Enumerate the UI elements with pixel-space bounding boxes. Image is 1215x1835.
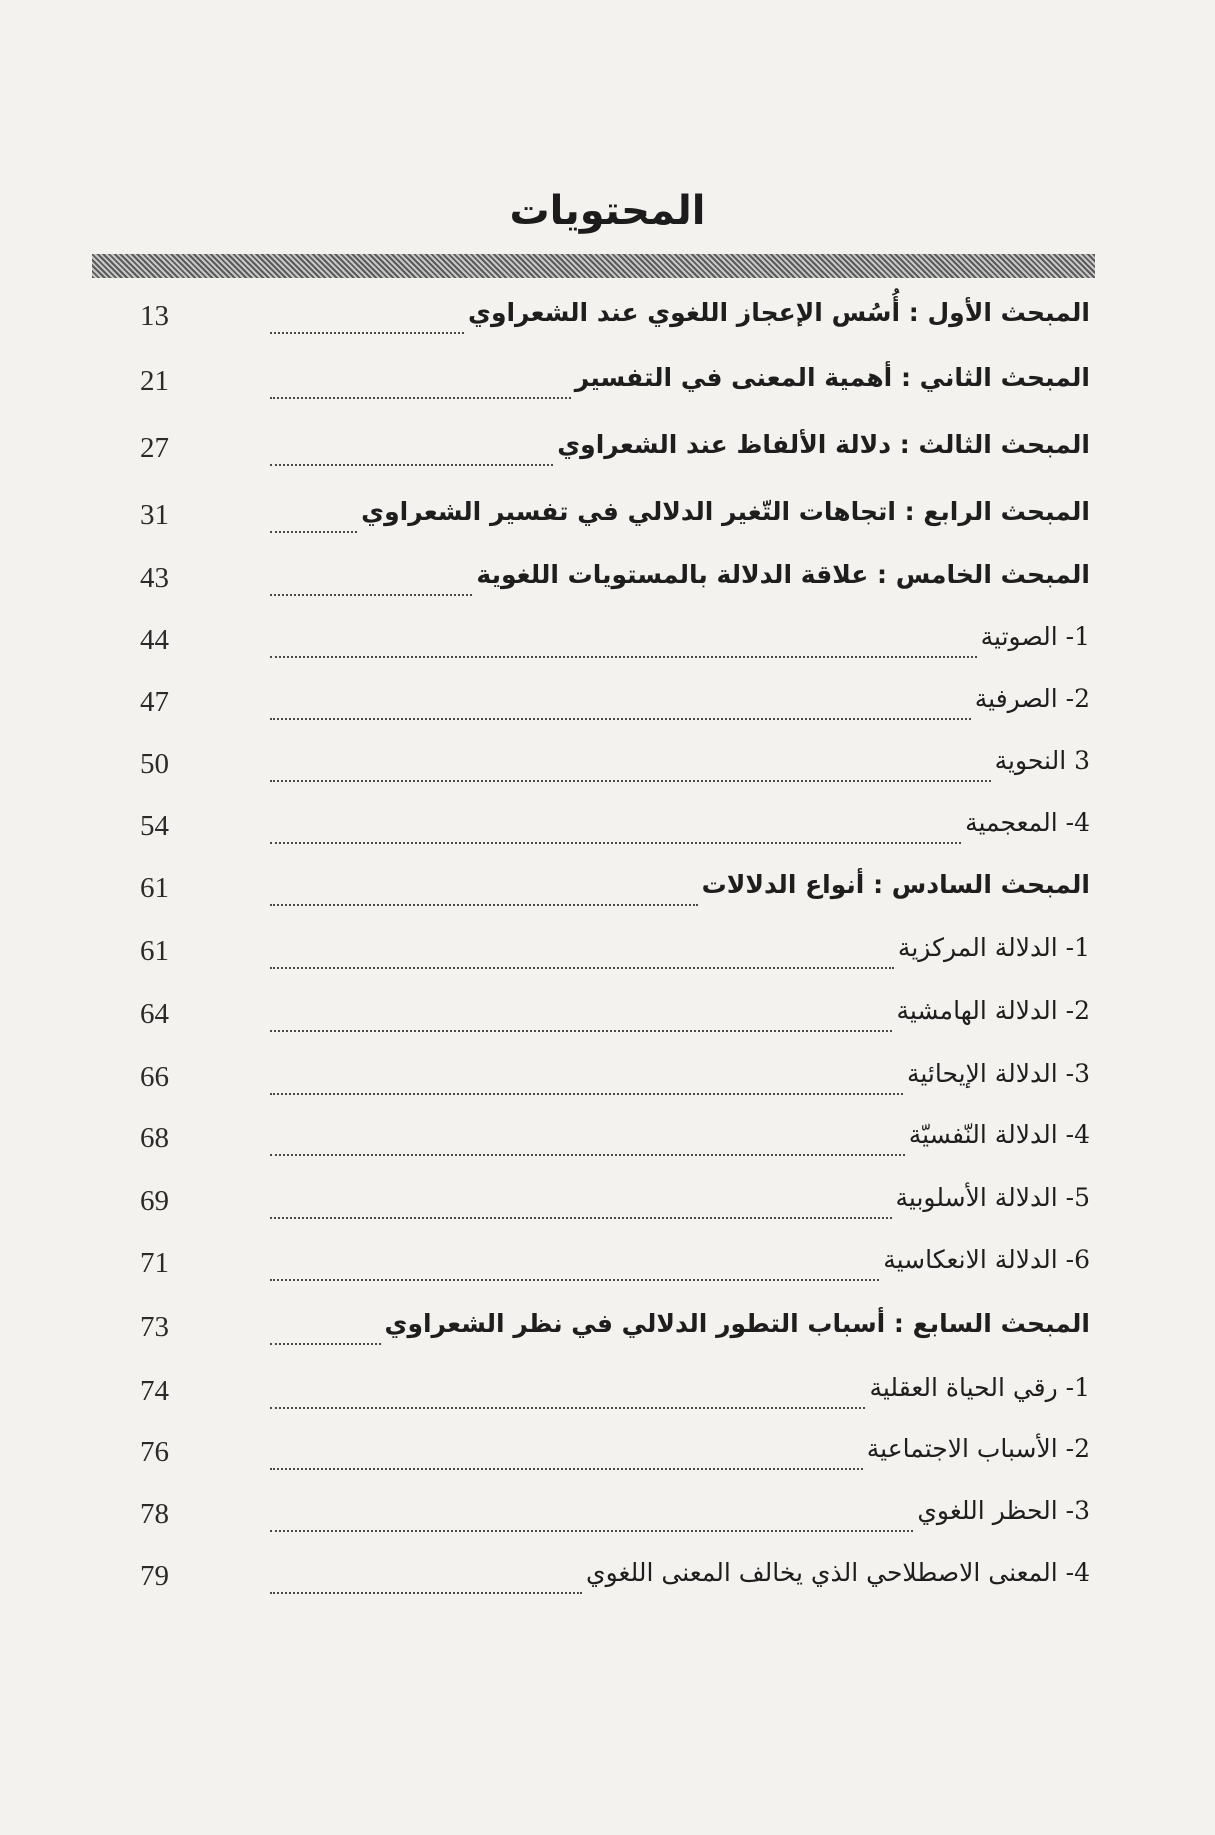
toc-page-number: 31 [140,499,169,531]
toc-subsection-row [140,684,1090,728]
toc-subsection-row [140,1558,1090,1602]
toc-chapter-row [140,363,1090,407]
toc-chapter-row [140,560,1090,604]
toc-subsection-row [140,1245,1090,1289]
toc-page-number: 74 [140,1375,169,1407]
toc-entry-title: 2- الدلالة الهامشية [896,996,1090,1025]
toc-entry-title: 1- رقي الحياة العقلية [869,1373,1090,1402]
toc-subsection-row [140,808,1090,852]
toc-subsection-row [140,1434,1090,1478]
toc-dot-leader [270,531,357,533]
toc-chapter-row [140,298,1090,342]
toc-dot-leader [270,1154,905,1156]
toc-subsection-row [140,1496,1090,1540]
toc-page-number: 73 [140,1311,169,1343]
toc-page-number: 27 [140,432,169,464]
toc-dot-leader [270,967,894,969]
toc-entry-title: المبحث السادس : أنواع الدلالات [701,870,1090,899]
toc-dot-leader [270,656,977,658]
toc-page-number: 44 [140,624,169,656]
toc-page-number: 54 [140,810,169,842]
toc-entry-title: 5- الدلالة الأسلوبية [895,1183,1090,1212]
toc-page-number: 71 [140,1247,169,1279]
toc-entry-title: 4- المعنى الاصطلاحي الذي يخالف المعنى اللغوي [586,1558,1090,1587]
toc-subsection-row [140,1373,1090,1417]
toc-page-number: 47 [140,686,169,718]
toc-dot-leader [270,1093,903,1095]
toc-entry-title: 1- الصوتية [980,622,1090,651]
toc-dot-leader [270,904,698,906]
toc-entry-title: المبحث الثالث : دلالة الألفاظ عند الشعراوي [557,430,1090,459]
title-divider-bar [92,254,1095,278]
toc-subsection-row [140,1059,1090,1103]
toc-subsection-row [140,1120,1090,1164]
toc-subsection-row [140,933,1090,977]
toc-subsection-row [140,622,1090,666]
toc-entry-title: المبحث الخامس : علاقة الدلالة بالمستويات اللغوية [476,560,1090,589]
toc-dot-leader [270,780,991,782]
toc-page-number: 78 [140,1498,169,1530]
toc-entry-title: 2- الصرفية [974,684,1090,713]
toc-page-number: 21 [140,365,169,397]
toc-dot-leader [270,464,553,466]
toc-dot-leader [270,1217,892,1219]
toc-dot-leader [270,1530,913,1532]
toc-page-number: 61 [140,872,169,904]
toc-entry-title: 3- الدلالة الإيحائية [906,1059,1090,1088]
toc-page-number: 79 [140,1560,169,1592]
toc-page-number: 66 [140,1061,169,1093]
toc-page-number: 68 [140,1122,169,1154]
toc-subsection-row [140,996,1090,1040]
toc-entry-title: 4- المعجمية [965,808,1090,837]
toc-entry-title: 6- الدلالة الانعكاسية [883,1245,1090,1274]
toc-dot-leader [270,1592,582,1594]
toc-dot-leader [270,397,571,399]
toc-entry-title: المبحث الرابع : اتجاهات التّغير الدلالي في تفسير الشعراوي [361,497,1090,526]
toc-chapter-row [140,497,1090,541]
toc-dot-leader [270,1343,381,1345]
toc-entry-title: 1- الدلالة المركزية [897,933,1090,962]
toc-entry-title: المبحث السابع : أسباب التطور الدلالي في نظر الشعراوي [384,1309,1090,1338]
toc-page-number: 13 [140,300,169,332]
toc-entry-title: المبحث الثاني : أهمية المعنى في التفسير [574,363,1090,392]
toc-page-number: 64 [140,998,169,1030]
toc-dot-leader [270,718,971,720]
toc-entry-title: 3 النحوية [994,746,1090,775]
toc-chapter-row [140,870,1090,914]
toc-chapter-row [140,430,1090,474]
toc-dot-leader [270,332,464,334]
toc-entry-title: 4- الدلالة النّفسيّة [908,1120,1090,1149]
toc-dot-leader [270,1030,892,1032]
toc-chapter-row [140,1309,1090,1353]
toc-entry-title: 3- الحظر اللغوي [917,1496,1090,1525]
toc-page-number: 43 [140,562,169,594]
toc-dot-leader [270,1468,863,1470]
toc-subsection-row [140,746,1090,790]
toc-page-number: 76 [140,1436,169,1468]
toc-dot-leader [270,1407,865,1409]
toc-dot-leader [270,842,961,844]
toc-dot-leader [270,594,472,596]
toc-entry-title: المبحث الأول : أُسُس الإعجاز اللغوي عند الشعراوي [468,298,1090,327]
toc-page-number: 69 [140,1185,169,1217]
toc-entry-title: 2- الأسباب الاجتماعية [866,1434,1090,1463]
toc-subsection-row [140,1183,1090,1227]
toc-dot-leader [270,1279,879,1281]
page-title: المحتويات [509,188,706,234]
toc-page-number: 61 [140,935,169,967]
toc-page-number: 50 [140,748,169,780]
